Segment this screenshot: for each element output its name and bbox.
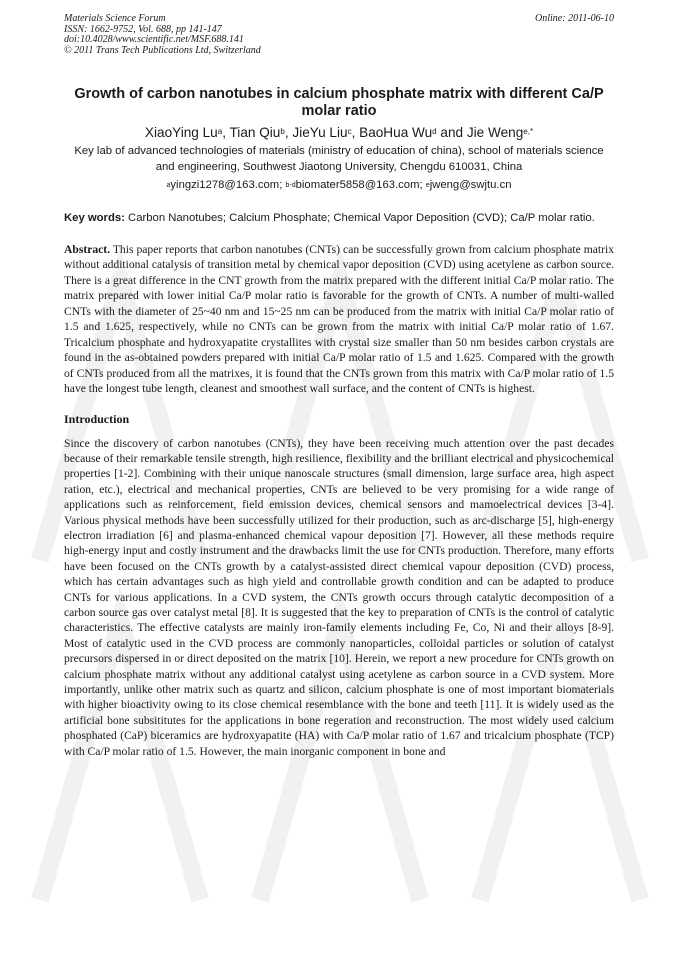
email-link[interactable]: biomater5858@163.com bbox=[295, 179, 420, 191]
keywords-text: Carbon Nanotubes; Calcium Phosphate; Chemical Vapor Deposition (CVD); Ca/P molar ratio. bbox=[124, 212, 595, 224]
keywords-label: Key words: bbox=[64, 212, 125, 224]
journal-header bbox=[64, 14, 614, 56]
author-name: BaoHua Wu bbox=[359, 125, 433, 140]
abstract-text: This paper reports that carbon nanotubes (CNTs) can be successfully grown from calcium phosphate matrix without additional catalysis of transition metal by chemical vapor deposition (CVD) using acetylene as carbon source. There is a great difference in the CNT growth from the matrix prepared with the different initial Ca/P molar ratio. The matrix prepared with lower initial Ca/P molar ratio is favorable for the growth of CNTs. A number of multi-walled CNTs with the diameter of 25~40 nm and 15~25 nm can be produced from the matrix with initial Ca/P molar ratio of 1.5 and 1.625, respectively, while no CNTs can be grown from the matrix with initial Ca/P molar ratio of 1.67. Tricalcium phosphate and hydroxyapatite crystallites with crystal size smaller than 50 nm besides carbon crystals are found in the as-obtained powders prepared with initial Ca/P molar ratio of 1.5 and 1.625. Compared with the growth of CNTs produced from all the matrixes, it is found that the CNTs grown from this matrix with Ca/P molar ratio of 1.5 have the longest tube length, cleanest and smoothest wall surface, and the content of CNTs is highest. bbox=[64, 242, 614, 395]
paper-title: Growth of carbon nanotubes in calcium phosphate matrix with different Ca/P molar ratio bbox=[74, 86, 604, 119]
copyright-line: © 2011 Trans Tech Publications Ltd, Switzerland bbox=[64, 44, 261, 56]
author-name: Jie Weng bbox=[466, 125, 524, 140]
abstract-label: Abstract. bbox=[64, 242, 111, 256]
abstract bbox=[64, 242, 614, 397]
page-content bbox=[64, 14, 614, 759]
doi-line: doi:10.4028/www.scientific.net/MSF.688.141 bbox=[64, 34, 244, 45]
author-list: XiaoYing Lu$^a$, Tian Qiu$^b$, JieYu Liu$^c$, BaoHua Wu$^d$ and Jie Weng$^{e,*}$ bbox=[144, 125, 534, 140]
author-name: Tian Qiu bbox=[229, 125, 281, 140]
affiliation: Key lab of advanced technologies of materials (ministry of education of china), school of materials science and engineering, Southwest Jiaotong University, Chengdu 610031, China bbox=[74, 145, 604, 173]
author-affil-mark: a bbox=[217, 127, 223, 136]
author-affil-mark: c bbox=[347, 127, 352, 136]
online-date: Online: 2011-06-10 bbox=[535, 13, 614, 24]
issn-line: ISSN: 1662-9752, Vol. 688, pp 141-147 bbox=[64, 23, 222, 35]
introduction-text: Since the discovery of carbon nanotubes (CNTs), they have been receiving much attention over the past decades because of their remarkable tensile strength, high resilience, flexibility and the brilliant electrical and physicochemical properties [1-2]. Combining with their unique nanoscale structures (small dimension, large surface area, high aspect ration, etc.), electrical and mechanical properties, CNTs are believed to be very promising for a wide range of applications such as reinforcement, field emission devices, chemical sensors and mamoelectrical devices [3-4]. Various physical methods have been successfully utilized for their production, such as arc-discharge [5], high-energy electron irradiation [6] and plasma-enhanced chemical vapour deposition [7]. However, all these methods require high-energy input and costly instrument and the drawbacks limit the use for CNTs production. Therefore, many efforts have been focused on the CNTs growth by a catalyst-assisted direct chemical vapour deposition (CVD) process, which has certain advantages such as high yield and controllable growth condition and can be adapted to produce CNTs for various applications. In a CVD system, the CNTs growth occurs through catalytic decomposition of a carbon source gas over catalyst metal [8]. It is suggested that the key to preparation of CNTs is the control of catalytic characteristics. The effective catalysts are mainly iron-family elements including Fe, Co, Ni and their alloys [8-9]. Most of catalytic used in the CVD process are commonly nanoparticles, colloidal particles or solution of catalyst precursors dispersed in or direct deposited on the matrix [10]. Herein, we report a new procedure for CNTs growth on calcium phosphate matrix without any additional catalyst using acetylene as carbon source in a CVD system. More importantly, unlike other matrix such as quartz and silicon, calcium phosphate is one of most important biomaterials with higher bioactivity owing to its close chemical resemblance with the bone and teeth [11]. It is widely used as the artificial bone subsititutes for the applications in bone regeration and reconstruction. The most widely used calcium phosphated (CaP) biceramics are hydroxyapatite (HA) with Ca/P molar ratio of 1.67 and tricalcium phosphate (TCP) with Ca/P molar ratio of 1.5. However, the main inorganic component in bone and bbox=[64, 436, 614, 758]
journal-name: Materials Science Forum bbox=[64, 13, 166, 24]
author-name: XiaoYing Lu bbox=[144, 125, 218, 140]
author-name: JieYu Liu bbox=[292, 125, 348, 140]
section-heading-introduction: Introduction bbox=[64, 411, 130, 426]
email-link[interactable]: jweng@swjtu.cn bbox=[429, 179, 512, 191]
email-list: $^a$yingzi1278@163.com; $^{b-d}$biomater5858@163.com; $^e$jweng@swjtu.cn bbox=[166, 179, 512, 191]
author-affil-mark: b bbox=[280, 127, 285, 136]
author-affil-mark: d bbox=[432, 127, 437, 136]
keywords bbox=[64, 211, 614, 226]
email-link[interactable]: yingzi1278@163.com bbox=[170, 179, 280, 191]
author-affil-mark: e,* bbox=[523, 127, 534, 136]
